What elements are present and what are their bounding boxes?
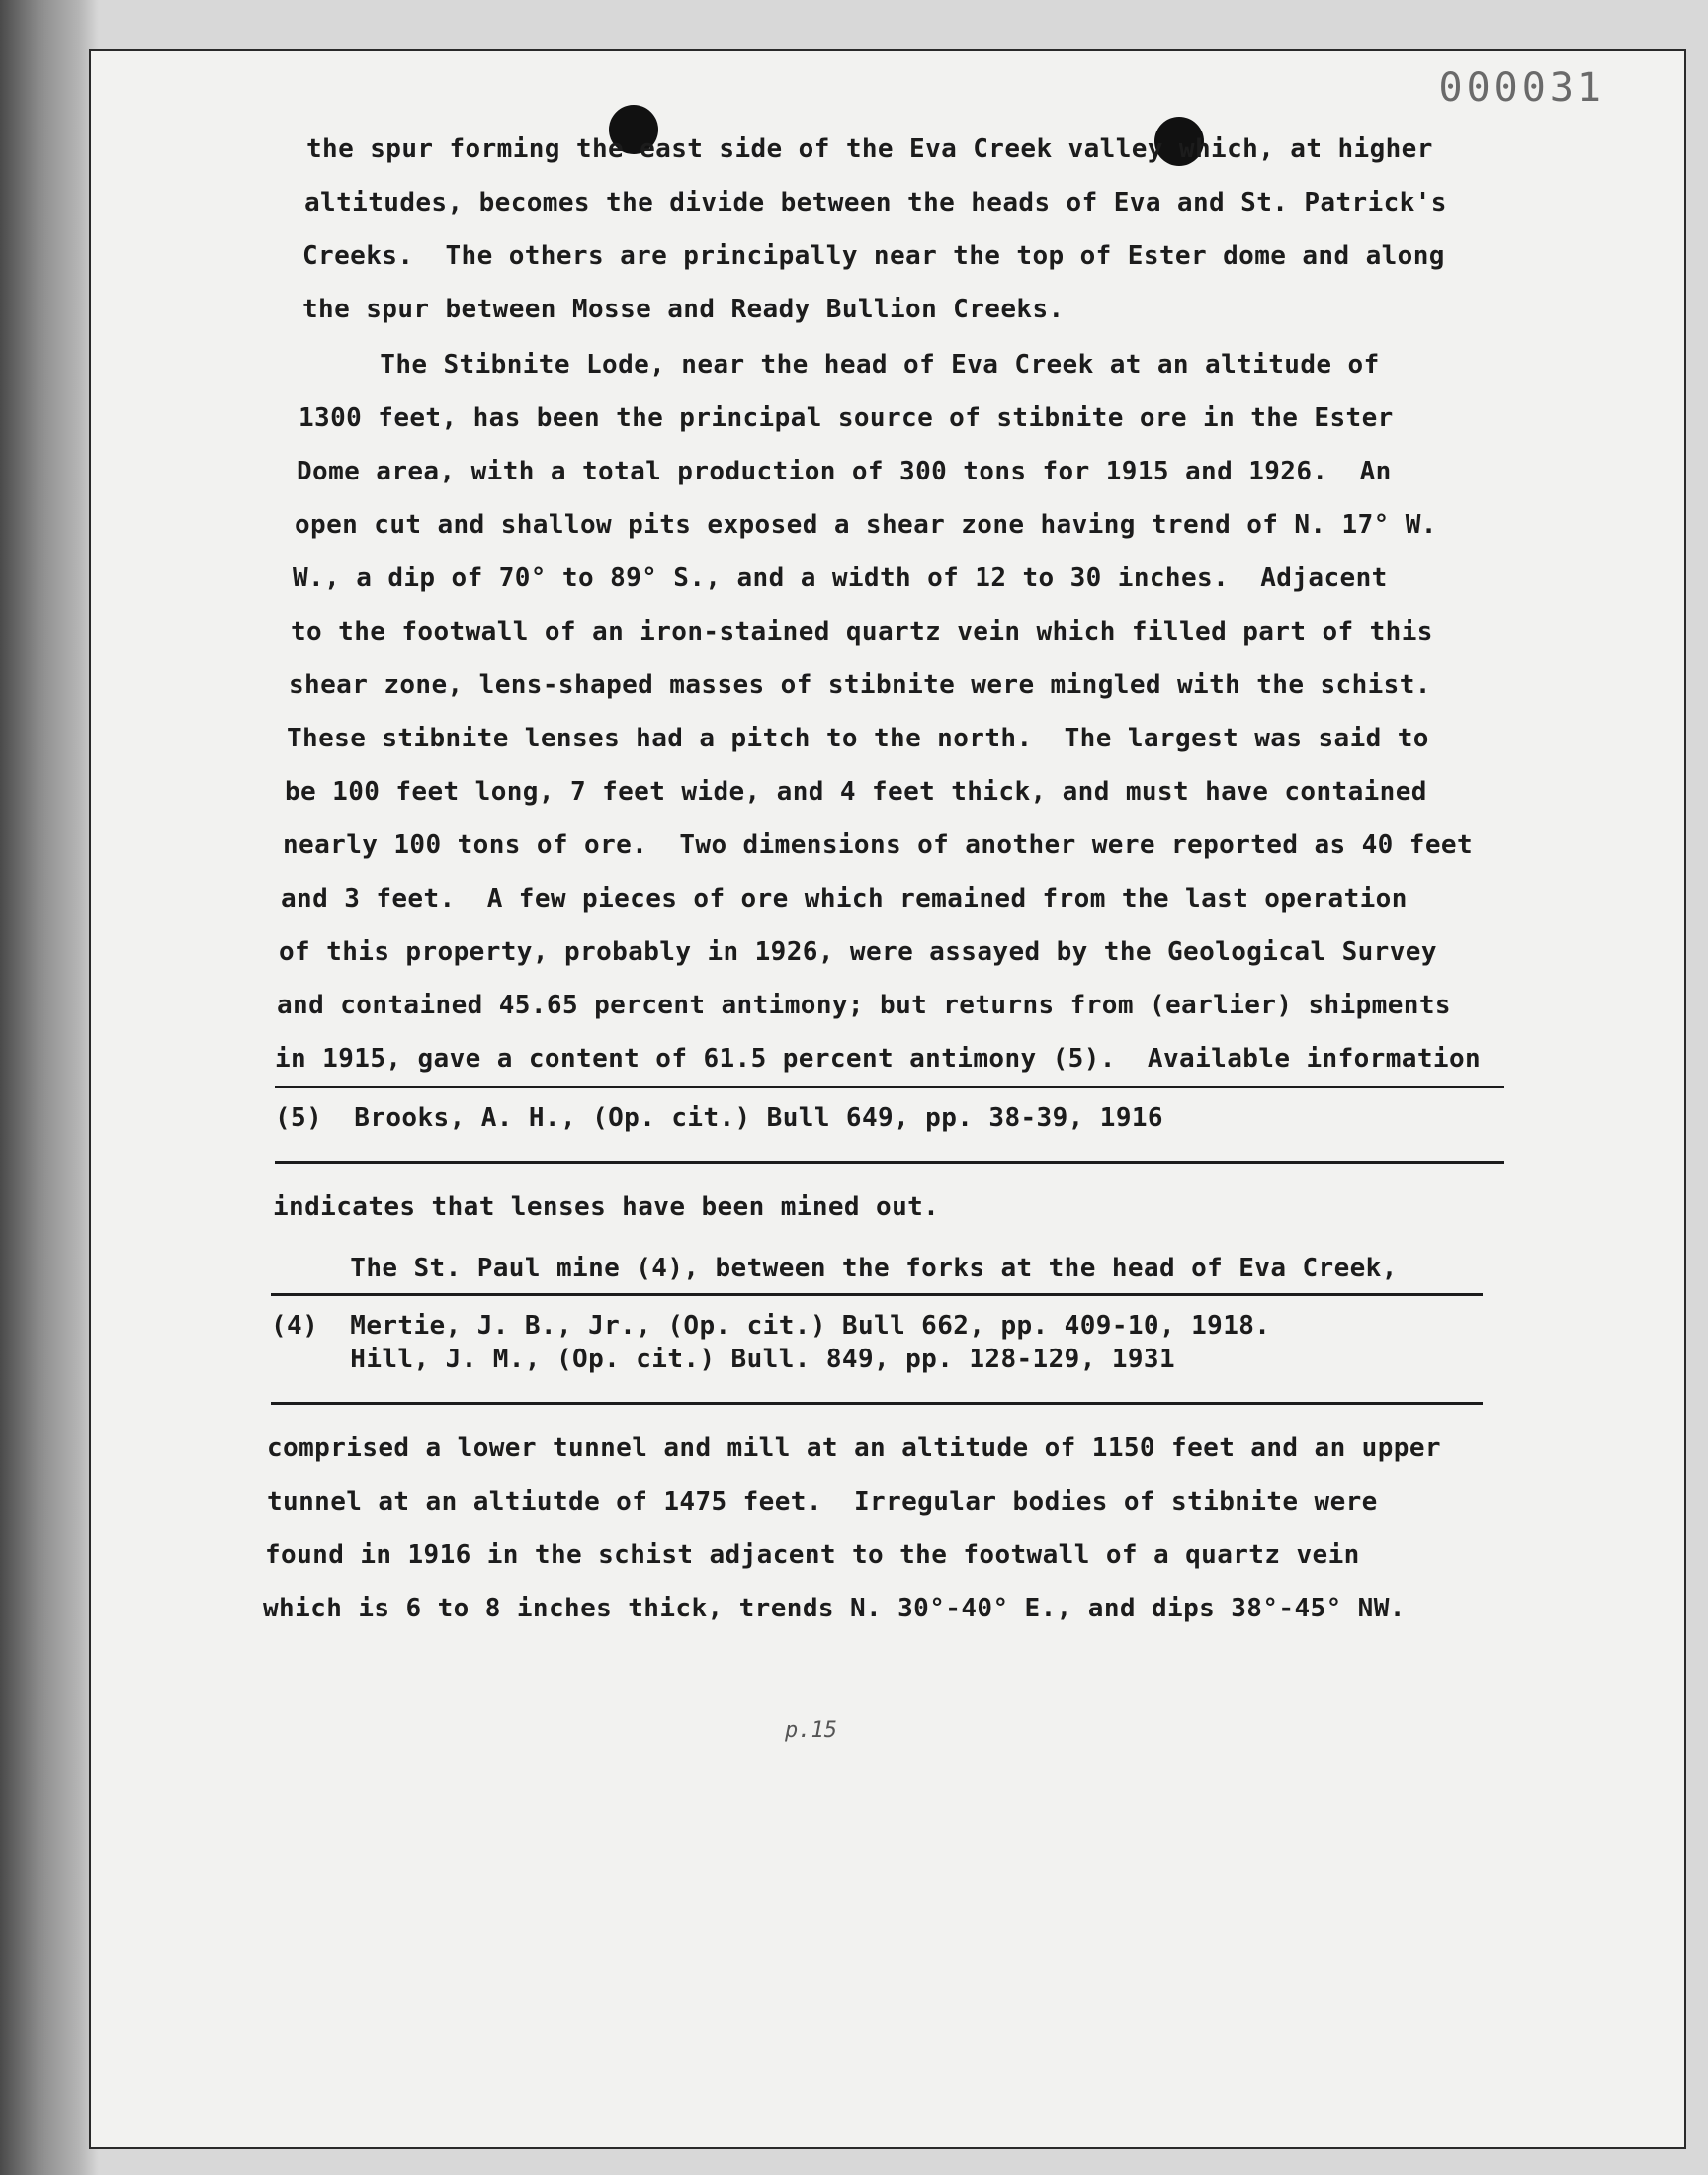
body-line: the spur forming the east side of the Eva Creek valley which, at higher xyxy=(306,134,1433,164)
body-line: the spur between Mosse and Ready Bullion Creeks. xyxy=(302,295,1065,324)
footnote: Hill, J. M., (Op. cit.) Bull. 849, pp. 128-129, 1931 xyxy=(271,1345,1176,1374)
footnote-rule xyxy=(271,1402,1483,1405)
body-line: which is 6 to 8 inches thick, trends N. 30°-40° E., and dips 38°-45° NW. xyxy=(263,1594,1406,1623)
body-line: The Stibnite Lode, near the head of Eva Creek at an altitude of xyxy=(300,350,1380,380)
body-line: altitudes, becomes the divide between the heads of Eva and St. Patrick's xyxy=(304,188,1447,218)
footnote-rule xyxy=(271,1293,1483,1296)
footnote: (5) Brooks, A. H., (Op. cit.) Bull 649, pp. 38-39, 1916 xyxy=(275,1103,1163,1133)
body-line: and contained 45.65 percent antimony; but returns from (earlier) shipments xyxy=(277,991,1451,1020)
document-page xyxy=(91,51,1684,2147)
body-line: of this property, probably in 1926, were assayed by the Geological Survey xyxy=(279,937,1437,967)
body-line: open cut and shallow pits exposed a shear zone having trend of N. 17° W. xyxy=(295,510,1437,540)
body-line: tunnel at an altiutde of 1475 feet. Irregular bodies of stibnite were xyxy=(267,1487,1378,1517)
body-line: indicates that lenses have been mined out. xyxy=(273,1192,940,1222)
body-line: and 3 feet. A few pieces of ore which remained from the last operation xyxy=(281,884,1408,914)
body-line: to the footwall of an iron-stained quartz vein which filled part of this xyxy=(291,617,1433,647)
body-line: found in 1916 in the schist adjacent to the footwall of a quartz vein xyxy=(265,1540,1360,1570)
handwritten-note: p.15 xyxy=(785,1718,837,1743)
body-line: in 1915, gave a content of 61.5 percent antimony (5). Available information xyxy=(275,1044,1482,1074)
document-number: 000031 xyxy=(1438,65,1605,111)
body-line: Creeks. The others are principally near the top of Ester dome and along xyxy=(302,241,1445,271)
body-line: The St. Paul mine (4), between the forks at the head of Eva Creek, xyxy=(271,1254,1398,1283)
body-line: comprised a lower tunnel and mill at an altitude of 1150 feet and an upper xyxy=(267,1434,1441,1463)
body-line: Dome area, with a total production of 300 tons for 1915 and 1926. An xyxy=(297,457,1392,486)
body-line: shear zone, lens-shaped masses of stibnite were mingled with the schist. xyxy=(289,670,1431,700)
body-line: nearly 100 tons of ore. Two dimensions of another were reported as 40 feet xyxy=(283,830,1473,860)
body-line: 1300 feet, has been the principal source of stibnite ore in the Ester xyxy=(299,403,1394,433)
body-line: W., a dip of 70° to 89° S., and a width of 12 to 30 inches. Adjacent xyxy=(293,564,1388,593)
footnote-rule xyxy=(275,1086,1504,1088)
footnote-rule xyxy=(275,1161,1504,1164)
body-line: be 100 feet long, 7 feet wide, and 4 feet thick, and must have contained xyxy=(285,777,1427,807)
footnote: (4) Mertie, J. B., Jr., (Op. cit.) Bull 662, pp. 409-10, 1918. xyxy=(271,1311,1271,1341)
body-line: These stibnite lenses had a pitch to the north. The largest was said to xyxy=(287,724,1429,753)
